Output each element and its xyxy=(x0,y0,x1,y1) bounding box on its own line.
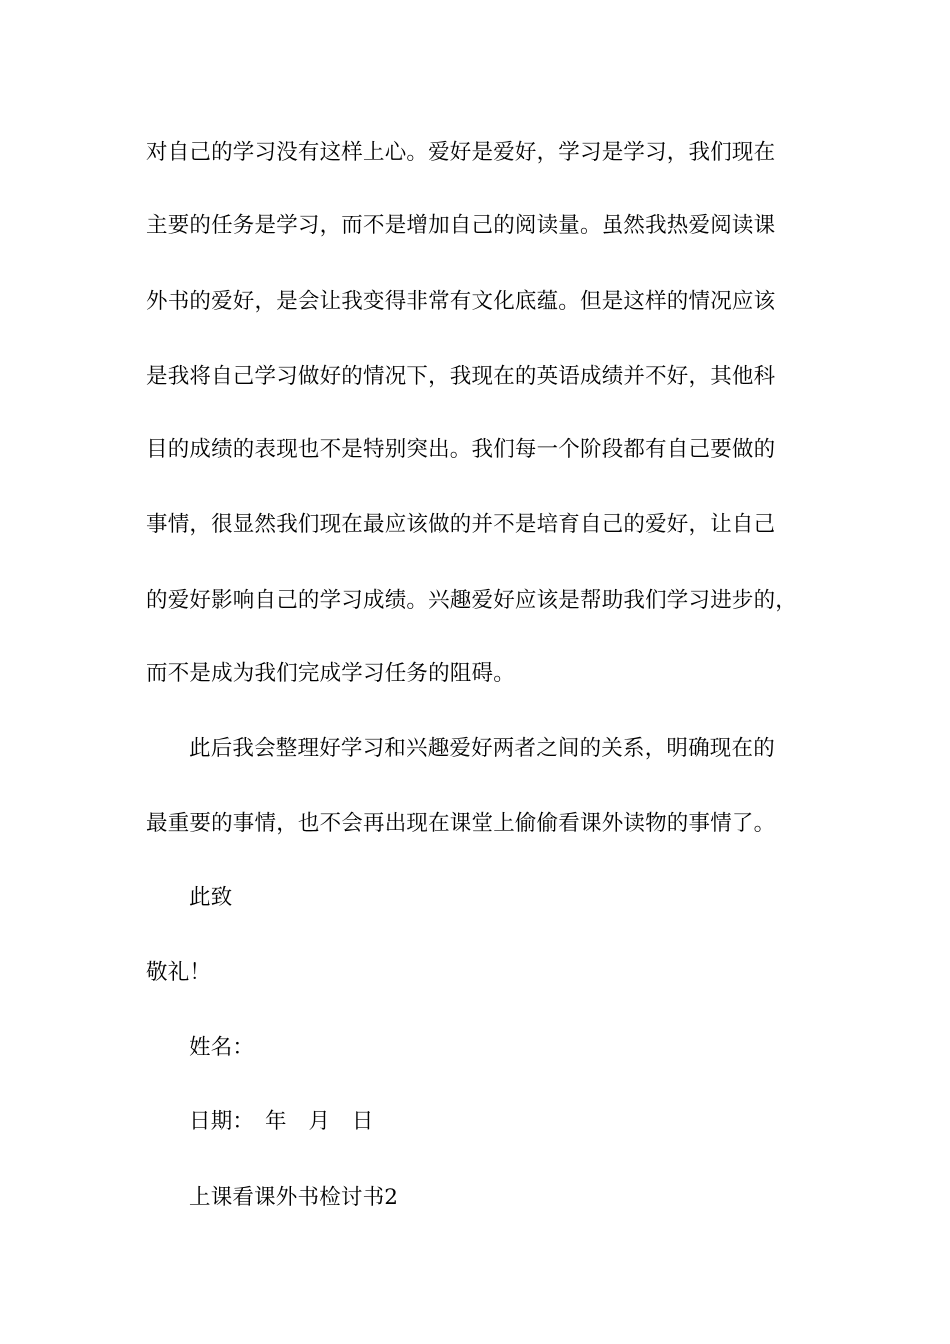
paragraph-1-line-6: 事情，很显然我们现在最应该做的并不是培育自己的爱好，让自己 xyxy=(146,512,776,537)
paragraph-1-line-8: 而不是成为我们完成学习任务的阻碍。 xyxy=(146,661,515,686)
paragraph-1-line-5: 目的成绩的表现也不是特别突出。我们每一个阶段都有自己要做的 xyxy=(146,437,776,462)
next-section-title: 上课看课外书检讨书2 xyxy=(189,1185,399,1210)
paragraph-1-line-3: 外书的爱好，是会让我变得非常有文化底蕴。但是这样的情况应该 xyxy=(146,289,776,314)
paragraph-2-line-2: 最重要的事情，也不会再出现在课堂上偷偷看课外读物的事情了。 xyxy=(146,811,776,836)
date-label: 日期： 年 月 日 xyxy=(189,1109,374,1134)
name-label: 姓名： xyxy=(189,1035,255,1060)
salute-text: 敬礼！ xyxy=(146,960,212,985)
closing-text: 此致 xyxy=(189,885,233,910)
paragraph-1-line-2: 主要的任务是学习，而不是增加自己的阅读量。虽然我热爱阅读课 xyxy=(146,213,776,238)
paragraph-1-line-4: 是我将自己学习做好的情况下，我现在的英语成绩并不好，其他科 xyxy=(146,364,776,389)
paragraph-2-line-1: 此后我会整理好学习和兴趣爱好两者之间的关系，明确现在的 xyxy=(189,736,775,761)
paragraph-1-line-7: 的爱好影响自己的学习成绩。兴趣爱好应该是帮助我们学习进步的， xyxy=(146,588,798,613)
paragraph-1-line-1: 对自己的学习没有这样上心。爱好是爱好，学习是学习，我们现在 xyxy=(146,140,776,165)
